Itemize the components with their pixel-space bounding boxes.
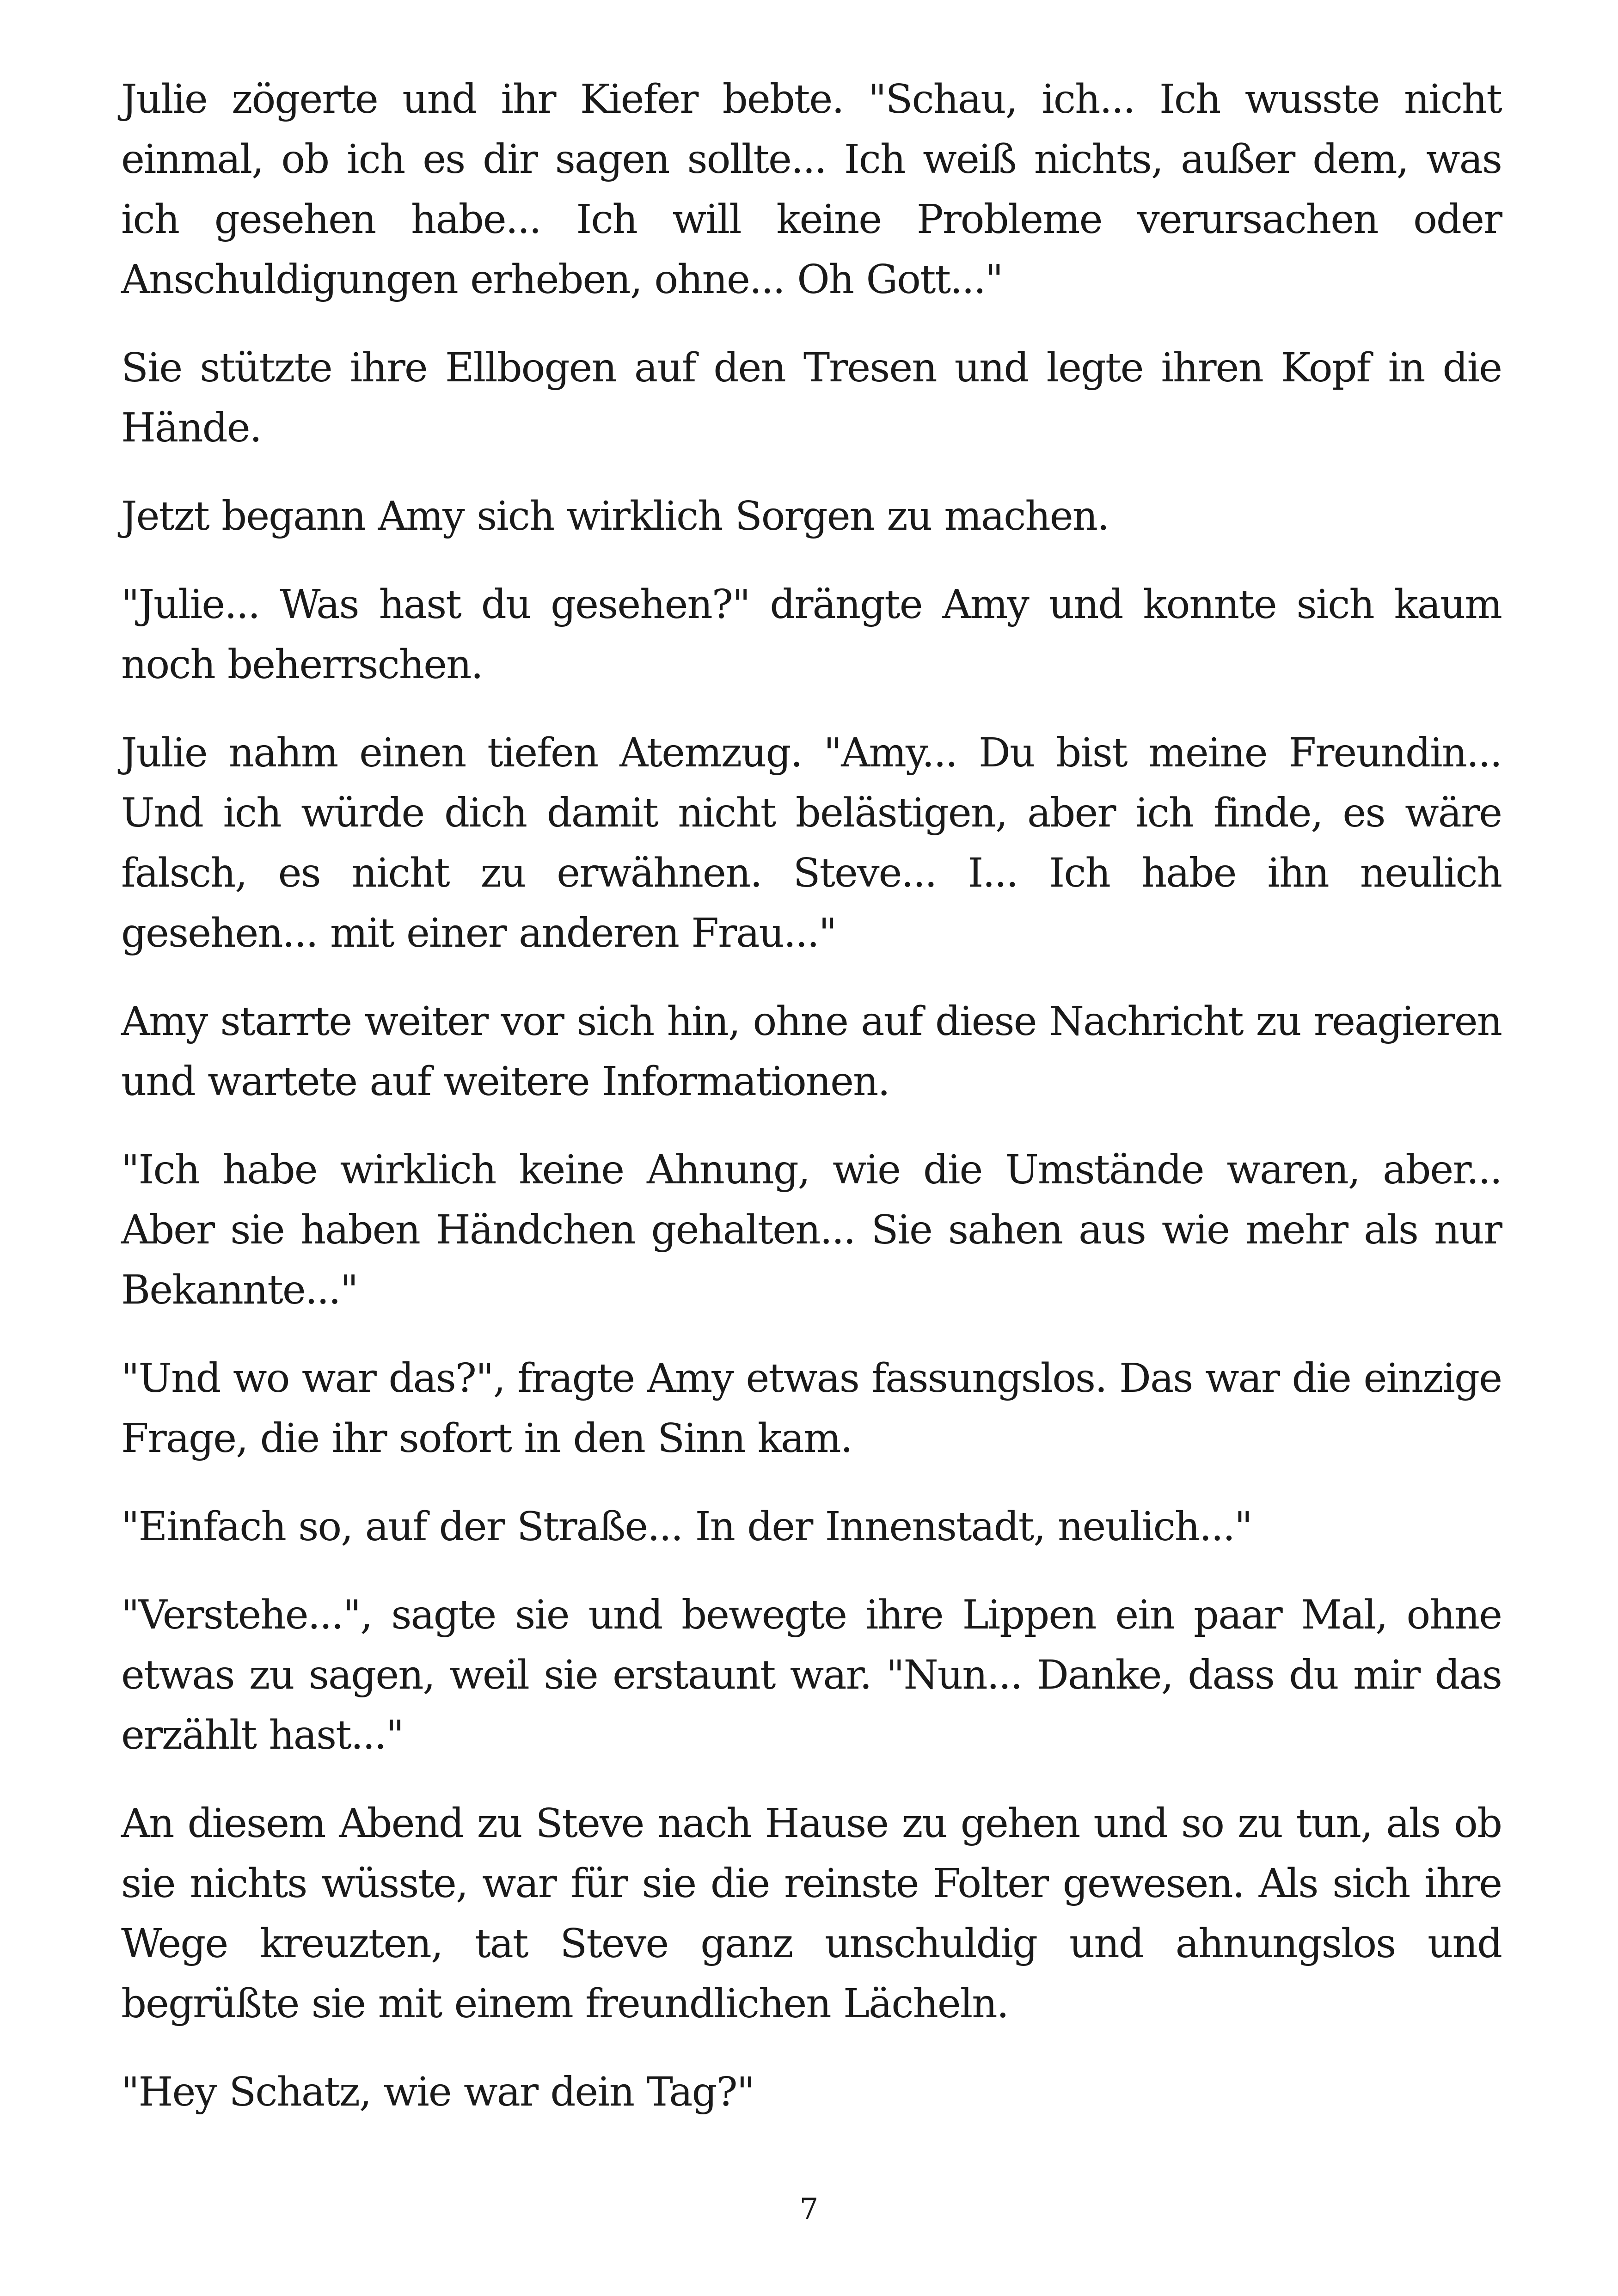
paragraph: "Julie... Was hast du gesehen?" drängte Amy und konnte sich kaum noch beherrschen. (121, 582, 1502, 688)
paragraph: Jetzt begann Amy sich wirklich Sorgen zu machen. (121, 493, 1109, 539)
page-number: 7 (799, 2192, 819, 2227)
paragraph: "Verstehe...", sagte sie und bewegte ihre Lippen ein paar Mal, ohne etwas zu sagen, weil sie erstaunt war. "Nun... Danke, dass du mir das erzählt hast..." (121, 1592, 1502, 1758)
paragraph: "Einfach so, auf der Straße... In der Innenstadt, neulich..." (121, 1504, 1252, 1550)
paragraph: Julie nahm einen tiefen Atemzug. "Amy... Du bist meine Freundin... Und ich würde dich damit nicht belästigen, aber ich finde, es wäre falsch, es nicht zu erwähnen. Steve... I... Ich habe ihn neulich gesehen... mit einer anderen Frau..." (121, 730, 1502, 956)
paragraph: Sie stützte ihre Ellbogen auf den Tresen und legte ihren Kopf in die Hände. (121, 345, 1502, 451)
paragraph: An diesem Abend zu Steve nach Hause zu gehen und so zu tun, als ob sie nichts wüsste, war für sie die reinste Folter gewesen. Als sich ihre Wege kreuzten, tat Steve ganz unschuldig und ahnungslos und begrüßte sie mit einem freundlichen Lächeln. (121, 1800, 1502, 2027)
paragraph: Amy starrte weiter vor sich hin, ohne auf diese Nachricht zu reagieren und wartete auf weitere Informationen. (121, 998, 1502, 1105)
paragraph: "Ich habe wirklich keine Ahnung, wie die Umstände waren, aber... Aber sie haben Händchen gehalten... Sie sahen aus wie mehr als nur Bekannte..." (121, 1147, 1502, 1313)
text-body (121, 69, 1502, 2150)
paragraph: Julie zögerte und ihr Kiefer bebte. "Schau, ich... Ich wusste nicht einmal, ob ich es dir sagen sollte... Ich weiß nichts, außer dem, was ich gesehen habe... Ich will keine Probleme verursachen oder Anschuldigungen erheben, ohne... Oh Gott..." (121, 76, 1502, 303)
paragraph: "Und wo war das?", fragte Amy etwas fassungslos. Das war die einzige Frage, die ihr sofort in den Sinn kam. (121, 1355, 1502, 1462)
paragraph: "Hey Schatz, wie war dein Tag?" (121, 2069, 754, 2115)
